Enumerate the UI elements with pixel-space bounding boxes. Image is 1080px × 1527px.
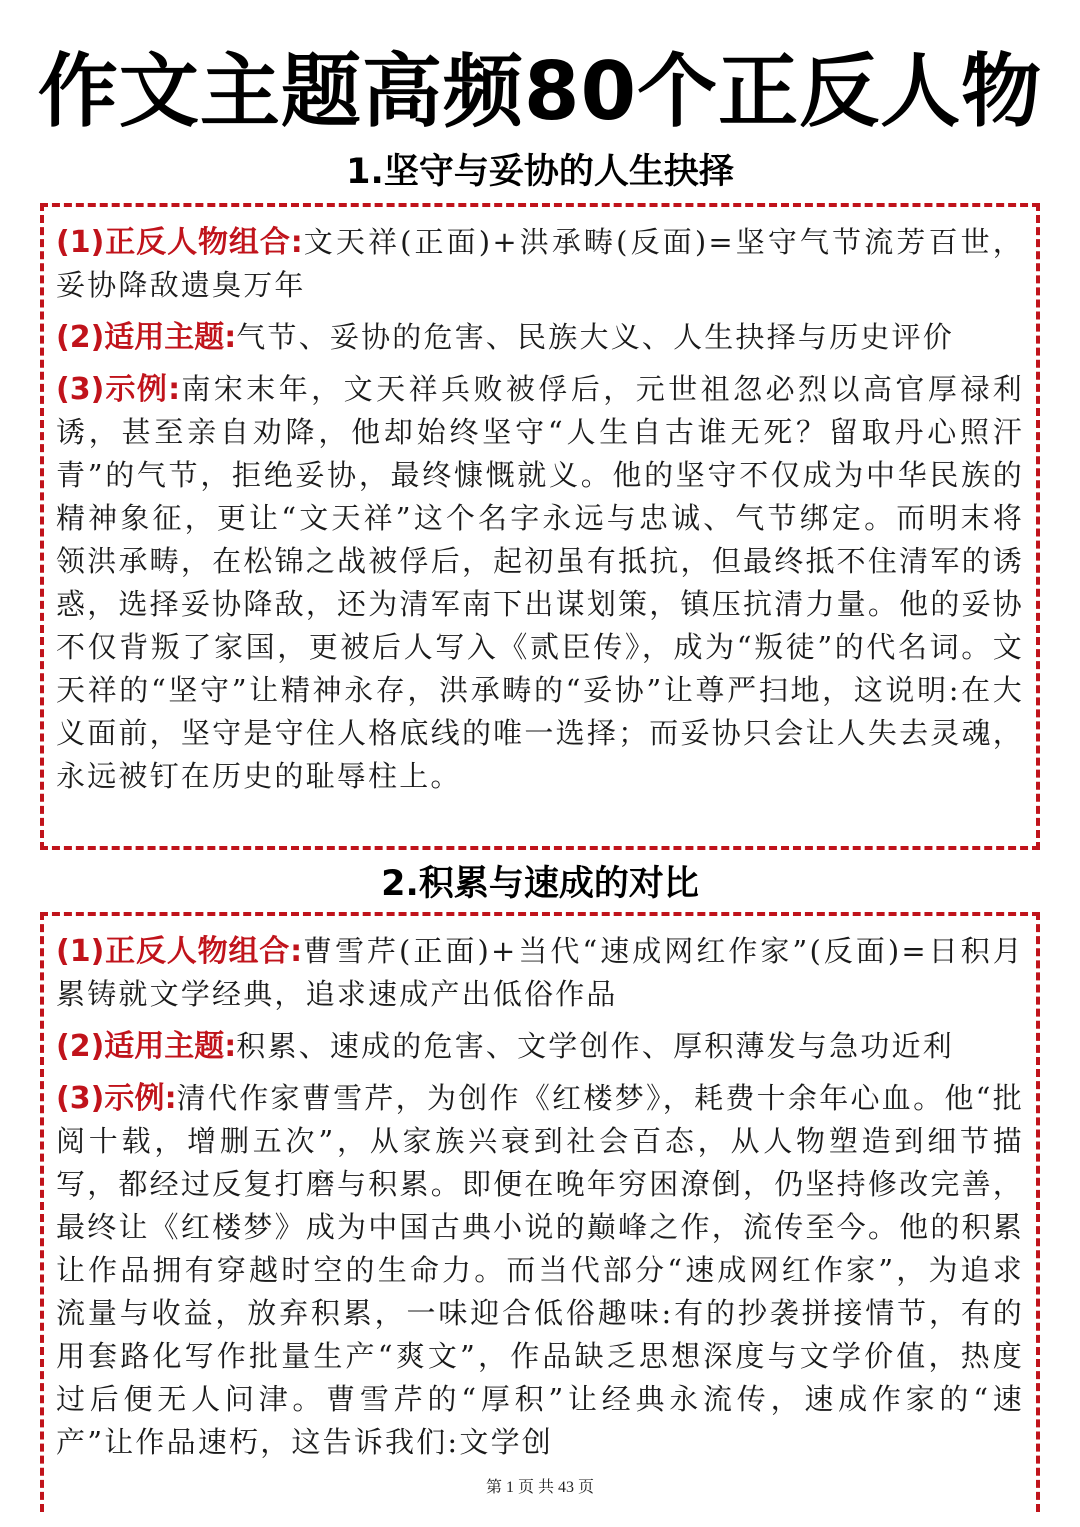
theme-text: 积累、速成的危害、文学创作、厚积薄发与急功近利 (236, 1029, 954, 1063)
section-2-pairing (56, 930, 1024, 1016)
example-label: (3)示例: (56, 372, 181, 407)
section-2-box (40, 912, 1040, 1512)
example-text: 清代作家曹雪芹，为创作《红楼梦》，耗费十余年心血。他“批阅十载，增删五次”，从家族兴衰到社会百态，从人物塑造到细节描写，都经过反复打磨与积累。即便在晚年穷困潦倒，仍坚持修改完善，最终让《红楼梦》成为中国古典小说的巅峰之作，流传至今。他的积累让作品拥有穿越时空的生命力。而当代部分“速成网红作家”，为追求流量与收益，放弃积累，一味迎合低俗趣味:有的抄袭拼接情节，有的用套路化写作批量生产“爽文”，作品缺乏思想深度与文学价值，热度过后便无人问津。曹雪芹的“厚积”让经典永流传，速成作家的“速产”让作品速朽，这告诉我们:文学创 (56, 1081, 1024, 1459)
section-1-box (40, 203, 1040, 850)
example-text: 南宋末年，文天祥兵败被俘后，元世祖忽必烈以高官厚禄利诱，甚至亲自劝降，他却始终坚守“人生自古谁无死？留取丹心照汗青”的气节，拒绝妥协，最终慷慨就义。他的坚守不仅成为中华民族的精神象征，更让“文天祥”这个名字永远与忠诚、气节绑定。而明末将领洪承畴，在松锦之战被俘后，起初虽有抵抗，但最终抵不住清军的诱惑，选择妥协降敌，还为清军南下出谋划策，镇压抗清力量。他的妥协不仅背叛了家国，更被后人写入《贰臣传》，成为“叛徒”的代名词。文天祥的“坚守”让精神永存，洪承畴的“妥协”让尊严扫地，这说明:在大义面前，坚守是守住人格底线的唯一选择；而妥协只会让人失去灵魂，永远被钉在历史的耻辱柱上。 (56, 372, 1025, 793)
page-title: 作文主题高频80个正反人物 (37, 45, 1043, 138)
section-1-theme (56, 316, 1024, 359)
section-2-heading: 2.积累与速成的对比 (381, 864, 699, 904)
pairing-label: (1)正反人物组合: (56, 225, 303, 260)
pairing-text: 曹雪芹(正面)+当代“速成网红作家”(反面)=日积月累铸就文学经典，追求速成产出低俗作品 (56, 934, 1024, 1011)
pairing-label: (1)正反人物组合: (56, 934, 303, 969)
theme-label: (2)适用主题: (56, 320, 237, 355)
section-1-example (56, 368, 1024, 798)
theme-label: (2)适用主题: (56, 1029, 237, 1064)
section-1-heading: 1.坚守与妥协的人生抉择 (346, 152, 734, 192)
example-label: (3)示例: (56, 1081, 177, 1116)
theme-text: 气节、妥协的危害、民族大义、人生抉择与历史评价 (236, 320, 954, 354)
section-2-example (56, 1077, 1024, 1464)
pairing-text: 文天祥(正面)+洪承畴(反面)=坚守气节流芳百世，妥协降敌遗臭万年 (56, 225, 1024, 302)
page-footer: 第 1 页 共 43 页 (485, 1479, 594, 1496)
section-2-theme (56, 1025, 1024, 1068)
section-1-pairing (56, 221, 1024, 307)
